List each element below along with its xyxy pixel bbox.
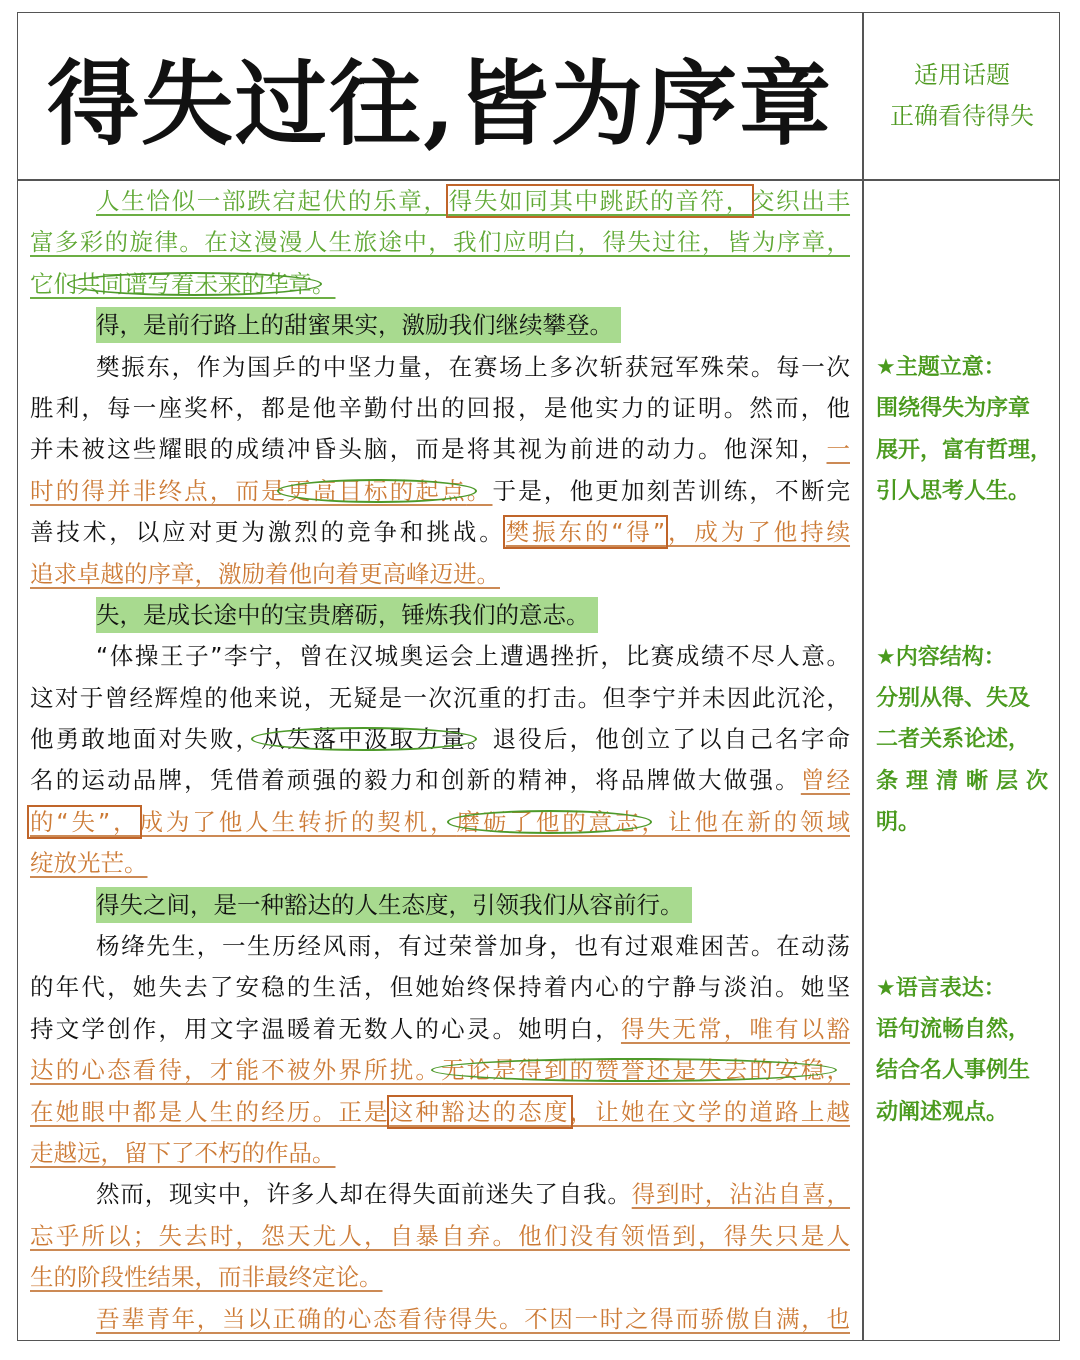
note-line: 展开，富有哲理，: [876, 437, 1053, 463]
highlighted-thesis: 得失之间，是一种豁达的人生态度，引领我们从容前行。: [96, 887, 692, 923]
underlined-phrase: 生的阶段性结果，而非最终定论。: [30, 1263, 383, 1292]
underlined-phrase: 达的心态看待，才能不被外界所扰。: [30, 1056, 442, 1085]
underlined-phrase: 一: [826, 435, 850, 464]
essay-line: [30, 678, 850, 719]
essay-line: [30, 1216, 850, 1257]
text-segment: 。退役后，他创立了以自己名字命: [466, 725, 851, 754]
note-line: [876, 595, 1048, 636]
essay-line: [30, 305, 850, 346]
note-line: [876, 305, 1048, 346]
underlined-phrase: ，: [826, 1056, 851, 1085]
note-line: 分别从得、失及: [876, 685, 1031, 711]
circled-phrase: 从失落中汲取力量: [261, 725, 467, 754]
text-segment: 杨绛先生，一生历经风雨，有过荣誉加身，也有过艰难困苦。在动荡: [96, 932, 850, 961]
highlighted-thesis: 失，是成长途中的宝贵磨砺，锤炼我们的意志。: [96, 597, 598, 633]
essay-line: [30, 1050, 850, 1091]
essay-line: [30, 967, 850, 1008]
text-segment: 他勇敢地面对失败，: [30, 725, 262, 754]
essay-line: [30, 926, 850, 967]
note-heading: ★主题立意：: [876, 354, 1006, 380]
boxed-phrase: 这种豁达的态度: [389, 1097, 570, 1126]
essay-line: [30, 843, 850, 884]
essay-line: [30, 636, 850, 677]
underlined-phrase: 成为了他人生转折的契机，: [139, 807, 457, 836]
essay-line: [30, 554, 850, 595]
divider: [862, 12, 864, 1341]
underlined-phrase: 。: [466, 476, 493, 505]
annotation-column: [876, 264, 1053, 1133]
text-segment: 名的运动品牌，凭借着顽强的毅力和创新的精神，将品牌做大做强。: [30, 766, 801, 795]
underlined-phrase: 人生恰似一部跌宕起伏的乐章，: [96, 187, 449, 215]
highlighted-thesis: 得，是前行路上的甜蜜果实，激励我们继续攀登。: [96, 307, 621, 343]
underlined-phrase: 忘乎所以；失去时，怨天尤人，自暴自弃。他们没有领悟到，得失只是人: [30, 1221, 850, 1250]
essay-line: [30, 1174, 850, 1215]
note-heading: ★语言表达：: [876, 975, 1006, 1001]
boxed-phrase: 得失如同其中跳跃的音符，: [448, 187, 751, 215]
underlined-phrase: ，成为了他持续: [665, 518, 851, 547]
essay-line: [30, 1009, 850, 1050]
underlined-phrase: 它们: [30, 269, 77, 298]
essay-line: [30, 181, 850, 222]
topic-cell: [864, 55, 1060, 137]
note-line: 条理清晰层次: [876, 768, 1048, 794]
essay-line: [30, 1257, 850, 1298]
essay-line: [30, 512, 850, 553]
text-segment: 并未被这些耀眼的成绩冲昏头脑，而是将其视为前进的动力。他深知，: [30, 435, 827, 464]
note-line: 围绕得失为序章: [876, 396, 1031, 422]
note-line: [876, 843, 1048, 884]
essay-line: [30, 760, 850, 801]
topic-label: 适用话题: [914, 61, 1010, 89]
page-title: 得失过往,皆为序章: [46, 50, 834, 158]
note-line: 引人思考人生。: [876, 478, 1031, 504]
essay-line: [30, 471, 850, 512]
circled-phrase: 无论是得到的赞誉还是失去的安稳: [441, 1056, 827, 1085]
note-heading: ★内容结构：: [876, 644, 1006, 670]
circled-phrase: 磨砺了他的意志: [456, 807, 642, 836]
underlined-phrase: 在她眼中都是人生的经历。正是: [30, 1097, 390, 1126]
circled-phrase: 更高目标的起点: [286, 476, 467, 505]
essay-line: [30, 347, 850, 388]
underlined-phrase: 交织出丰: [750, 187, 851, 215]
essay-line: [30, 222, 850, 263]
underlined-phrase: 绽放光芒。: [30, 849, 148, 878]
underlined-phrase: 追求卓越的序章，激励着他向着更高峰迈进。: [30, 559, 500, 588]
text-segment: 这对于曾经辉煌的他来说，无疑是一次沉重的打击。但李宁并未因此沉沦，: [30, 683, 850, 712]
essay-line: [30, 1133, 850, 1174]
text-segment: 的年代，她失去了安稳的生活，但她始终保持着内心的宁静与淡泊。她坚: [30, 973, 850, 1002]
underlined-phrase: 得到时，沾沾自喜，: [631, 1180, 851, 1209]
note-line: [876, 885, 1048, 926]
essay-line: [30, 429, 850, 470]
circled-phrase: 共同谱写着未来的华章: [77, 269, 312, 298]
essay-line: [30, 1092, 850, 1133]
note-line: 动阐述观点。: [876, 1099, 1009, 1125]
underlined-phrase: 吾辈青年，当以正确的心态看待得失。不因一时之得而骄傲自满，也: [96, 1304, 850, 1333]
note-line: [876, 554, 1048, 595]
essay-line: [30, 719, 850, 760]
underlined-phrase: 。: [312, 269, 336, 298]
text-segment: 然而，现实中，许多人却在得失面前迷失了自我。: [96, 1180, 632, 1209]
essay-line: [30, 1299, 850, 1340]
underlined-phrase: 富多彩的旋律。在这漫漫人生旅途中，我们应明白，得失过往，皆为序章，: [30, 228, 850, 257]
underlined-phrase: 时的得并非终点，而是: [30, 476, 287, 505]
essay-line: [30, 802, 850, 843]
note-line: 二者关系论述，: [876, 727, 1031, 753]
note-line: 语句流畅自然，: [876, 1017, 1031, 1043]
underlined-phrase: ，让他在新的领域: [641, 807, 850, 836]
essay-line: [30, 388, 850, 429]
underlined-phrase: 曾经: [800, 766, 851, 795]
text-segment: 胜利，每一座奖杯，都是他辛勤付出的回报，是他实力的证明。然而，他: [30, 393, 850, 422]
topic-value: 正确看待得失: [890, 102, 1034, 130]
underlined-phrase: 得失无常，唯有以豁: [620, 1014, 851, 1043]
essay-body: [30, 181, 850, 1340]
essay-line: [30, 264, 850, 305]
text-segment: 于是，他更加刻苦训练，不断完: [492, 476, 851, 505]
essay-line: [30, 595, 850, 636]
note-line: [876, 512, 1048, 553]
boxed-phrase: 樊振东的“得”: [505, 518, 666, 547]
text-segment: 善技术，以应对更为激烈的竞争和挑战。: [30, 518, 506, 547]
text-segment: “体操王子”李宁，曾在汉城奥运会上遭遇挫折，比赛成绩不尽人意。: [96, 642, 850, 671]
underlined-phrase: ，让她在文学的道路上越: [569, 1097, 851, 1126]
text-segment: 樊振东，作为国乒的中坚力量，在赛场上多次斩获冠军殊荣。每一次: [96, 352, 850, 381]
underlined-phrase: 走越远，留下了不朽的作品。: [30, 1138, 336, 1167]
note-line: 结合名人事例生: [876, 1058, 1031, 1084]
boxed-phrase: 的“失”，: [30, 807, 140, 836]
note-line: 明。: [876, 810, 921, 836]
note-line: [876, 264, 1048, 305]
note-line: [876, 926, 1048, 967]
essay-line: [30, 885, 850, 926]
text-segment: 持文学创作，用文字温暖着无数人的心灵。她明白，: [30, 1014, 621, 1043]
